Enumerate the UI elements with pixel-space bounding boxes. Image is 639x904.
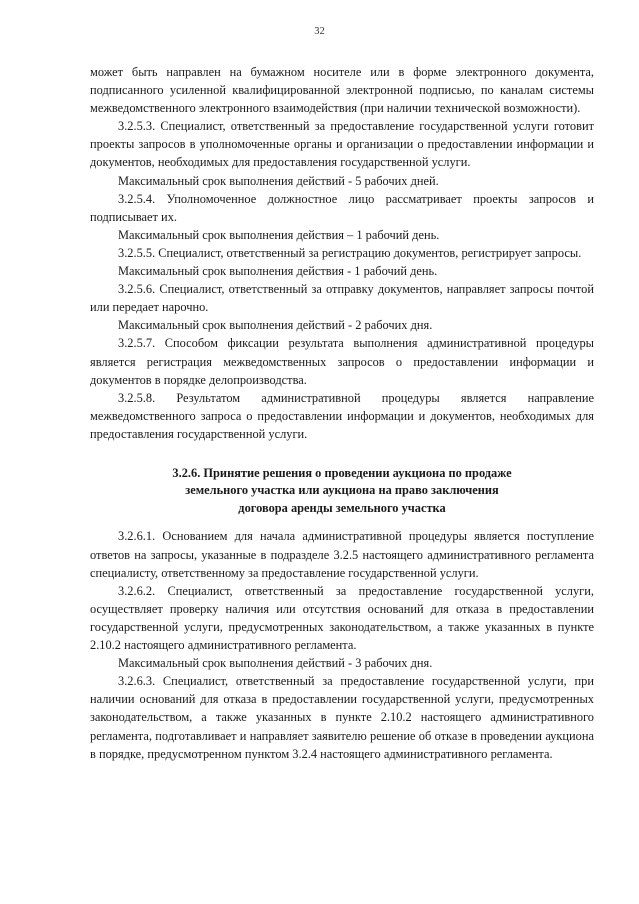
document-body — [90, 63, 594, 763]
section-heading — [90, 465, 594, 518]
paragraph: Максимальный срок выполнения действий - 5 рабочих дней. — [118, 173, 439, 188]
paragraph: 3.2.6.1. Основанием для начала административной процедуры является поступление ответов на запросы, указанные в подразделе 3.2.5 настоящего административного регламента специалисту, ответственному за предоставление государственной услуги. — [90, 529, 594, 580]
paragraphs-top — [90, 63, 594, 443]
paragraph: 3.2.5.4. Уполномоченное должностное лицо рассматривает проекты запросов и подписывает их. — [90, 191, 594, 224]
page-number: 32 — [314, 26, 325, 37]
heading-line: земельного участка или аукциона на право заключения — [185, 483, 499, 498]
paragraph: 3.2.5.7. Способом фиксации результата выполнения административной процедуры является регистрация межведомственных запросов о предоставлении информации и документов в порядке делопроизводства. — [90, 336, 594, 387]
paragraph: 3.2.5.3. Специалист, ответственный за предоставление государственной услуги готовит проекты запросов в уполномоченные органы и организации о предоставлении информации и документов, необходимых для предоставления государственной услуги. — [90, 119, 594, 170]
paragraph: 3.2.5.6. Специалист, ответственный за отправку документов, направляет запросы почтой или передает нарочно. — [90, 282, 594, 315]
paragraph: Максимальный срок выполнения действия – 1 рабочий день. — [118, 227, 440, 242]
paragraph: 3.2.6.2. Специалист, ответственный за предоставление государственной услуги, осуществляет проверку наличия или отсутствия оснований для отказа в предоставлении государственной услуги, предусмотренных законодательством, а также указанных в пункте 2.10.2 настоящего административного регламента. — [90, 583, 594, 653]
heading-line: 3.2.6. Принятие решения о проведении аукциона по продаже — [172, 465, 512, 480]
paragraph: Максимальный срок выполнения действий - 3 рабочих дня. — [118, 656, 433, 671]
paragraph: может быть направлен на бумажном носителе или в форме электронного документа, подписанного усиленной квалифицированной электронной подписью, по каналам системы межведомственного электронного взаимодействия (при наличии технической возможности). — [90, 65, 594, 116]
paragraph: Максимальный срок выполнения действия - 1 рабочий день. — [118, 264, 438, 279]
paragraph: Максимальный срок выполнения действий - 2 рабочих дня. — [118, 318, 433, 333]
paragraph: 3.2.6.3. Специалист, ответственный за предоставление государственной услуги, при наличии оснований для отказа в предоставлении государственной услуги, предусмотренных законодательством, а также указанных в пункте 2.10.2 настоящего административного регламента, подготавливает и направляет заявителю решение об отказе в проведении аукциона в порядке, предусмотренном пунктом 3.2.4 настоящего административного регламента. — [90, 674, 594, 761]
paragraph: 3.2.5.5. Специалист, ответственный за регистрацию документов, регистрирует запросы. — [118, 245, 582, 260]
heading-line: договора аренды земельного участка — [238, 500, 446, 515]
paragraphs-bottom — [90, 527, 594, 762]
paragraph: 3.2.5.8. Результатом административной процедуры является направление межведомственного запроса о предоставлении информации и документов, необходимых для предоставления государственной услуги. — [90, 390, 594, 441]
